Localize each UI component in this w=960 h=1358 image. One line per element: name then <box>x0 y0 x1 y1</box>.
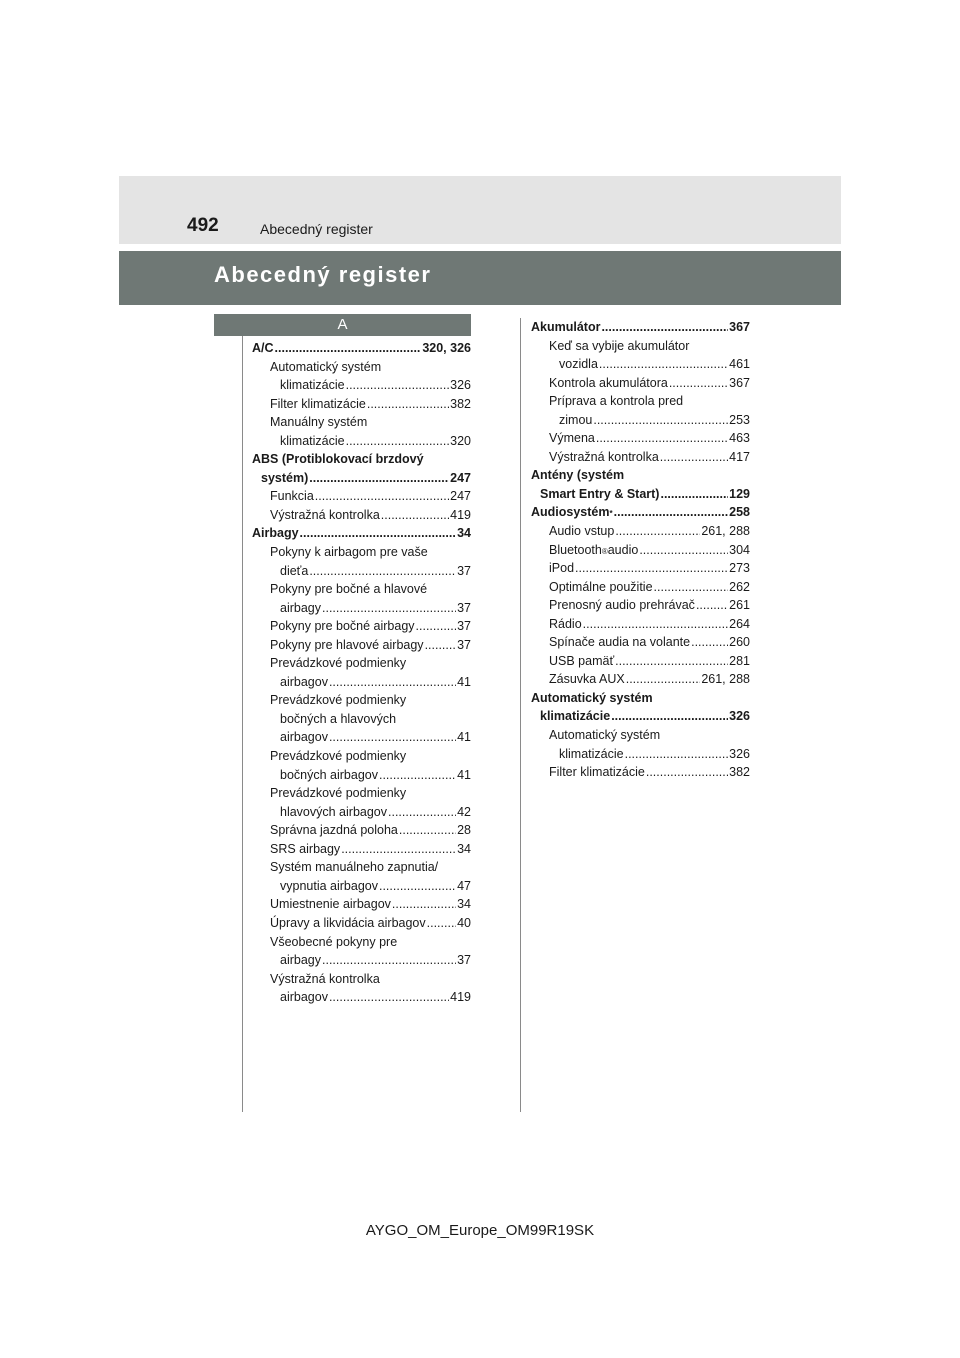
index-entry <box>531 615 750 634</box>
index-entry-label: bočných a hlavových <box>280 711 397 726</box>
index-entry-page: 41 <box>457 674 471 689</box>
index-entry <box>531 652 750 671</box>
index-entry <box>531 578 750 597</box>
index-entry <box>252 469 471 488</box>
index-entry-page: 47 <box>457 878 471 893</box>
index-entry-label: Manuálny systém <box>270 415 368 430</box>
index-entry-page: 37 <box>457 563 471 578</box>
dot-leader <box>416 617 457 636</box>
index-entry <box>252 487 471 506</box>
index-entry <box>531 745 750 764</box>
index-entry-label: Filter klimatizácie <box>549 765 645 780</box>
dot-leader <box>660 485 728 504</box>
dot-leader <box>379 766 456 785</box>
dot-leader <box>346 376 450 395</box>
index-entry <box>531 707 750 726</box>
section-letter: A <box>214 314 471 336</box>
dot-leader <box>346 432 450 451</box>
index-entry-page: 37 <box>457 637 471 652</box>
index-entry <box>531 689 750 708</box>
index-entry <box>252 376 471 395</box>
index-entry-label: Kontrola akumulátora <box>549 375 668 390</box>
index-entry <box>531 466 750 485</box>
index-entry-label: airbagov <box>280 990 328 1005</box>
index-entry-label: Audio vstup <box>549 524 615 539</box>
index-entry-label: Výstražná kontrolka <box>270 971 380 986</box>
index-entry-label: Keď sa vybije akumulátor <box>549 338 690 353</box>
column-divider-middle <box>520 318 521 1112</box>
dot-leader <box>329 988 449 1007</box>
index-entry <box>531 485 750 504</box>
page-title: Abecedný register <box>214 262 432 287</box>
dot-leader <box>341 840 456 859</box>
index-entry <box>252 988 471 1007</box>
index-entry-label: Výstražná kontrolka <box>270 507 380 522</box>
index-entry-label: Rádio <box>549 616 582 631</box>
index-entry <box>252 580 471 599</box>
index-entry-label: Výstražná kontrolka <box>549 449 659 464</box>
index-entry-label: Prevádzkové podmienky <box>270 656 407 671</box>
index-entry-label: Umiestnenie airbagov <box>270 897 391 912</box>
dot-leader <box>379 877 456 896</box>
dot-leader <box>309 469 449 488</box>
index-entry <box>252 710 471 729</box>
index-column-left <box>252 339 471 1007</box>
index-entry-label: Všeobecné pokyny pre <box>270 934 398 949</box>
index-entry-label: Pokyny pre bočné airbagy <box>270 619 415 634</box>
index-entry-page: 261 <box>729 598 750 613</box>
index-entry-label: USB pamäť <box>549 653 615 668</box>
index-entry-label: Optimálne použitie <box>549 579 653 594</box>
index-entry <box>531 429 750 448</box>
index-entry <box>531 318 750 337</box>
index-entry <box>252 673 471 692</box>
index-entry <box>252 784 471 803</box>
document-footer: AYGO_OM_Europe_OM99R19SK <box>365 1222 595 1239</box>
index-entry-page: 326 <box>729 709 750 724</box>
dot-leader <box>309 562 456 581</box>
index-entry-page: 304 <box>729 542 750 557</box>
index-entry <box>252 951 471 970</box>
dot-leader <box>615 652 728 671</box>
dot-leader <box>322 951 456 970</box>
index-entry-page: 28 <box>457 823 471 838</box>
index-entry-label: Úpravy a likvidácia airbagov <box>270 915 426 930</box>
index-entry <box>252 562 471 581</box>
index-entry-label: Prevádzkové podmienky <box>270 693 407 708</box>
index-entry <box>531 522 750 541</box>
index-entry-label: airbagy <box>280 600 321 615</box>
header-band <box>119 176 841 244</box>
dot-leader <box>669 374 728 393</box>
index-entry-label: airbagov <box>280 674 328 689</box>
index-entry-page: 326 <box>729 746 750 761</box>
index-entry-page: 367 <box>729 375 750 390</box>
dot-leader <box>322 599 456 618</box>
index-entry <box>252 691 471 710</box>
dot-leader <box>599 355 728 374</box>
dot-leader <box>427 914 456 933</box>
index-entry <box>252 895 471 914</box>
index-entry-page: 37 <box>457 619 471 634</box>
index-entry <box>252 617 471 636</box>
index-entry <box>531 726 750 745</box>
index-entry: Bluetooth ® audio ..... 304 <box>531 541 750 560</box>
index-entry-label: Antény (systém <box>531 468 625 483</box>
dot-leader <box>275 339 422 358</box>
index-entry-page: 41 <box>457 767 471 782</box>
dot-leader <box>575 559 728 578</box>
index-entry-label: Prenosný audio prehrávač <box>549 598 695 613</box>
index-entry-label: airbagov <box>280 730 328 745</box>
index-entry-label: Pokyny k airbagom pre vaše <box>270 545 428 560</box>
index-entry-label: Spínače audia na volante <box>549 635 691 650</box>
dot-leader <box>593 411 728 430</box>
index-entry-page: 382 <box>450 396 471 411</box>
index-entry-page: 34 <box>457 897 471 912</box>
index-entry: Audiosystém * ..... 258 <box>531 503 750 522</box>
index-entry-page: 261, 288 <box>701 672 750 687</box>
index-entry <box>252 358 471 377</box>
index-entry <box>531 355 750 374</box>
dot-leader <box>329 673 456 692</box>
index-entry-label: Pokyny pre bočné a hlavové <box>270 582 428 597</box>
index-entry-page: 320 <box>450 433 471 448</box>
index-entry-label: airbagy <box>280 953 321 968</box>
index-entry-page: 417 <box>729 449 750 464</box>
dot-leader <box>696 596 728 615</box>
dot-leader <box>615 522 700 541</box>
column-divider-left <box>242 336 243 1112</box>
index-entry <box>252 599 471 618</box>
index-entry-label: Výmena <box>549 431 595 446</box>
dot-leader <box>614 503 729 522</box>
index-entry-page: 382 <box>729 765 750 780</box>
dot-leader <box>381 506 449 525</box>
index-entry-page: 463 <box>729 431 750 446</box>
index-entry-page: 37 <box>457 600 471 615</box>
index-entry <box>531 670 750 689</box>
index-entry-label: ABS (Protiblokovací brzdový <box>252 452 424 467</box>
index-entry-label: Príprava a kontrola pred <box>549 394 684 409</box>
index-entry-label: A/C <box>252 341 274 355</box>
dot-leader <box>626 670 701 689</box>
dot-leader <box>596 429 728 448</box>
index-entry-label: klimatizácie <box>280 433 345 448</box>
index-entry <box>531 559 750 578</box>
dot-leader <box>583 615 728 634</box>
index-entry <box>531 411 750 430</box>
index-entry-page: 129 <box>729 486 750 501</box>
index-entry-label: dieťa <box>280 563 309 578</box>
index-entry-page: 273 <box>729 561 750 576</box>
index-entry-page: 264 <box>729 616 750 631</box>
index-entry <box>252 413 471 432</box>
index-entry <box>252 543 471 562</box>
index-entry-page: 260 <box>729 635 750 650</box>
index-entry <box>531 596 750 615</box>
index-entry <box>252 877 471 896</box>
index-entry-label: Funkcia <box>270 489 314 504</box>
dot-leader <box>329 728 456 747</box>
index-entry-label: Prevádzkové podmienky <box>270 786 407 801</box>
index-entry-page: 247 <box>450 489 471 504</box>
index-entry-page: 34 <box>457 841 471 856</box>
running-title: Abecedný register <box>260 221 373 237</box>
index-entry-page: 281 <box>729 653 750 668</box>
index-entry-page: 40 <box>457 915 471 930</box>
dot-leader <box>611 707 728 726</box>
index-entry <box>531 448 750 467</box>
index-entry-page: 258 <box>729 505 750 520</box>
index-entry <box>531 633 750 652</box>
index-entry-label: klimatizácie <box>280 378 345 393</box>
index-entry <box>531 763 750 782</box>
index-entry-page: 320, 326 <box>422 341 471 355</box>
index-entry-label: Správna jazdná poloha <box>270 823 398 838</box>
index-entry-label: iPod <box>549 561 575 576</box>
dot-leader <box>646 763 728 782</box>
dot-leader <box>388 803 456 822</box>
index-entry-page: 41 <box>457 730 471 745</box>
index-entry <box>252 858 471 877</box>
index-entry-label: SRS airbagy <box>270 841 341 856</box>
index-entry-page: 419 <box>450 507 471 522</box>
dot-leader <box>691 633 728 652</box>
index-entry <box>531 337 750 356</box>
dot-leader <box>425 636 457 655</box>
index-entry-label: klimatizácie <box>559 746 624 761</box>
dot-leader <box>315 487 449 506</box>
index-entry-label: Audiosystém <box>531 505 610 520</box>
index-entry-label: Automatický systém <box>531 690 653 705</box>
index-entry <box>252 395 471 414</box>
index-entry <box>252 506 471 525</box>
index-entry-label: Automatický systém <box>549 728 661 743</box>
index-entry-label: bočných airbagov <box>280 767 378 782</box>
dot-leader <box>639 541 728 560</box>
index-entry-page: 326 <box>450 378 471 393</box>
index-entry-page: 253 <box>729 412 750 427</box>
index-entry-page: 42 <box>457 804 471 819</box>
index-entry <box>252 914 471 933</box>
index-entry-label: Smart Entry & Start) <box>540 486 660 501</box>
index-entry-label: vozidla <box>559 357 598 372</box>
index-entry-label: Filter klimatizácie <box>270 396 366 411</box>
index-entry <box>252 747 471 766</box>
page-number: 492 <box>187 215 219 236</box>
index-entry-page: 34 <box>457 526 471 541</box>
index-entry-page: 261, 288 <box>701 524 750 539</box>
index-entry-label: Bluetooth <box>549 542 602 557</box>
index-entry <box>252 821 471 840</box>
dot-leader <box>392 895 456 914</box>
index-entry-label: systém) <box>261 470 309 485</box>
index-entry-page: 37 <box>457 953 471 968</box>
dot-leader <box>399 821 456 840</box>
index-entry-label: Akumulátor <box>531 320 601 334</box>
dot-leader <box>300 524 457 543</box>
index-entry-page: 461 <box>729 357 750 372</box>
index-entry-page: 419 <box>450 990 471 1005</box>
index-entry <box>252 933 471 952</box>
index-entry <box>252 766 471 785</box>
dot-leader <box>654 578 729 597</box>
index-entry-label: Automatický systém <box>270 359 382 374</box>
index-entry <box>531 374 750 393</box>
index-entry-page: 367 <box>729 320 750 334</box>
dot-leader <box>601 318 728 337</box>
dot-leader <box>660 448 728 467</box>
index-entry-label: vypnutia airbagov <box>280 878 378 893</box>
index-entry-label-suffix: audio <box>607 542 639 557</box>
index-entry-label: Prevádzkové podmienky <box>270 749 407 764</box>
index-column-right <box>531 318 750 782</box>
index-entry-label: Systém manuálneho zapnutia/ <box>270 860 439 875</box>
index-entry <box>252 654 471 673</box>
dot-leader <box>625 745 729 764</box>
index-entry-page: 247 <box>450 470 471 485</box>
index-entry <box>252 524 471 543</box>
index-entry-label: zimou <box>559 412 593 427</box>
index-entry-page: 262 <box>729 579 750 594</box>
index-entry <box>252 728 471 747</box>
index-entry <box>252 432 471 451</box>
index-entry <box>252 450 471 469</box>
index-entry <box>252 636 471 655</box>
index-entry <box>531 392 750 411</box>
index-entry-label: Pokyny pre hlavové airbagy <box>270 637 424 652</box>
index-entry <box>252 970 471 989</box>
index-entry-label: Airbagy <box>252 526 299 541</box>
index-entry <box>252 339 471 358</box>
index-entry-label: hlavových airbagov <box>280 804 388 819</box>
index-entry <box>252 803 471 822</box>
index-entry-label: Zásuvka AUX <box>549 672 625 687</box>
index-entry <box>252 840 471 859</box>
dot-leader <box>367 395 449 414</box>
index-entry-label: klimatizácie <box>540 709 611 724</box>
